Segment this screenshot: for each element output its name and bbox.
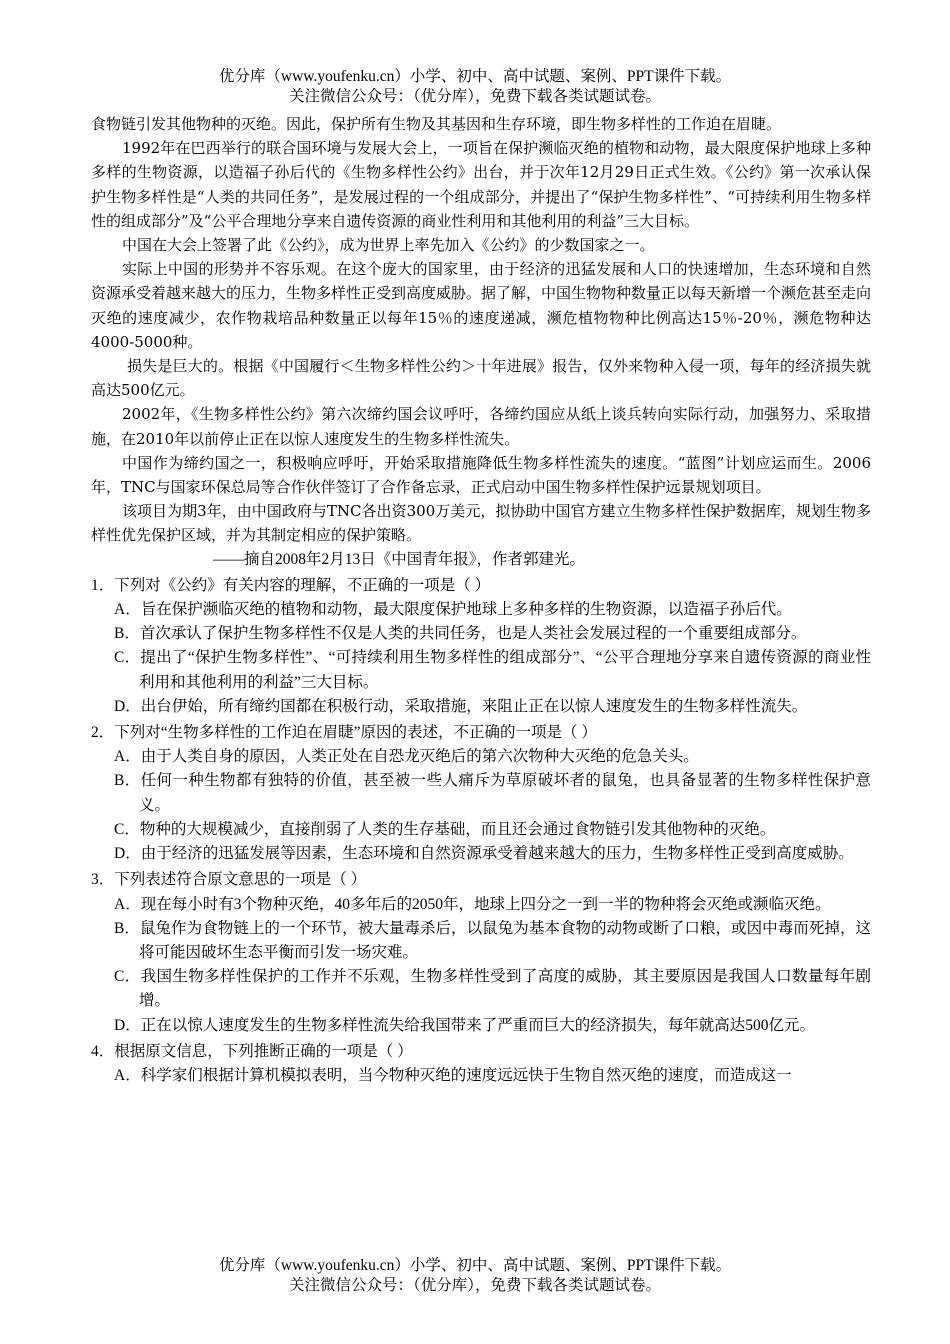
page-footer	[0, 1256, 950, 1296]
passage-paragraph: 该项目为期3年，由中国政府与TNC各出资300万美元，拟协助中国官方建立生物多样性保护数据库，规划生物多样性优先保护区域，并为其制定相应的保护策略。	[91, 502, 871, 545]
source-citation: ——摘自2008年2月13日《中国青年报》，作者郭建光。	[213, 550, 586, 568]
question-4	[91, 1040, 871, 1088]
option-a: A．现在每小时有3个物种灭绝，40多年后的2050年，地球上四分之一到一半的物种将会灭绝或濒临灭绝。	[114, 895, 831, 913]
option-b: B．首次承认了保护生物多样性不仅是人类的共同任务，也是人类社会发展过程的一个重要组成部分。	[114, 625, 807, 643]
option-a: A．由于人类自身的原因，人类正处在自恐龙灭绝后的第六次物种大灭绝的危急关头。	[114, 748, 699, 766]
passage-paragraph: 2002年，《生物多样性公约》第六次缔约国会议呼吁，各缔约国应从纸上谈兵转向实际行动，加强努力、采取措施，在2010年以前停止正在以惊人速度发生的生物多样性流失。	[91, 405, 871, 448]
question-stem: 2．下列对“生物多样性的工作迫在眉睫”原因的表述，不正确的一项是（ ）	[91, 724, 597, 742]
question-stem: 4．根据原文信息，下列推断正确的一项是（ ）	[91, 1042, 413, 1060]
question-2	[91, 721, 871, 866]
passage-paragraph: 实际上中国的形势并不容乐观。在这个庞大的国家里，由于经济的迅猛发展和人口的快速增加，生态环境和自然资源承受着越来越大的压力，生物多样性正受到高度威胁。据了解，中国生物物种数量正以每天新增一个濒危甚至走向灭绝的速度减少，农作物栽培品种数量正以每年15％的速度递减，濒危植物物种比例高达15％-20％，濒危物种达4000-5000种。	[91, 260, 872, 351]
document-body	[91, 112, 871, 1088]
question-stem: 3．下列表述符合原文意思的一项是（ ）	[91, 871, 367, 889]
passage-paragraph: 1992年在巴西举行的联合国环境与发展大会上，一项旨在保护濒临灭绝的植物和动物，最大限度保护地球上多种多样的生物资源，以造福子孙后代的《生物多样性公约》出台，并于次年12月29日正式生效。《公约》第一次承认保护生物多样性是“人类的共同任务”，是发展过程的一个组成部分，并提出了“保护生物多样性”、“可持续利用生物多样性的组成部分”及“公平合理地分享来自遗传资源的商业性利用和其他利用的利益”三大目标。	[91, 139, 871, 230]
header-line-1: 优分库（www.youfenku.cn）小学、初中、高中试题、案例、PPT课件下载。	[218, 68, 732, 85]
footer-line-2: 关注微信公众号：（优分库），免费下载各类试题试卷。	[288, 1277, 661, 1294]
option-c: C．物种的大规模减少，直接削弱了人类的生存基础，而且还会通过食物链引发其他物种的灭绝。	[114, 820, 776, 838]
option-b: B．鼠兔作为食物链上的一个环节，被大量毒杀后，以鼠兔为基本食物的动物或断了口粮，或因中毒而死掉，这将可能因破坏生态平衡而引发一场灾难。	[114, 919, 871, 961]
page-header	[0, 67, 950, 107]
question-stem: 1．下列对《公约》有关内容的理解，不正确的一项是（ ）	[91, 576, 491, 594]
option-c: C．提出了“保护生物多样性”、“可持续利用生物多样性的组成部分”、“公平合理地分享来自遗传资源的商业性利用和其他利用的利益”三大目标。	[114, 649, 871, 691]
option-a: A．科学家们根据计算机模拟表明，当今物种灭绝的速度远远快于生物自然灭绝的速度，而造成这一	[114, 1066, 792, 1084]
option-d: D．出台伊始，所有缔约国都在积极行动，采取措施，来阻止正在以惊人速度发生的生物多样性流失。	[114, 697, 808, 715]
passage-paragraph: 中国在大会上签署了此《公约》，成为世界上率先加入《公约》的少数国家之一。	[122, 236, 655, 255]
question-1	[91, 574, 871, 719]
passage-paragraph: 食物链引发其他物种的灭绝。因此，保护所有生物及其基因和生存环境，即生物多样性的工作迫在眉睫。	[91, 115, 782, 133]
passage-paragraph: 中国作为缔约国之一，积极响应呼吁，开始采取措施降低生物多样性流失的速度。“蓝图”计划应运而生。2006年，TNC与国家环保总局等合作伙伴签订了合作备忘录，正式启动中国生物多样性保护远景规划项目。	[91, 453, 871, 497]
option-c: C．我国生物多样性保护的工作并不乐观，生物多样性受到了高度的威胁，其主要原因是我国人口数量每年剧增。	[114, 968, 871, 1010]
option-d: D．正在以惊人速度发生的生物多样性流失给我国带来了严重而巨大的经济损失，每年就高达500亿元。	[114, 1016, 815, 1034]
option-a: A．旨在保护濒临灭绝的植物和动物，最大限度保护地球上多种多样的生物资源，以造福子孙后代。	[114, 601, 792, 619]
header-line-2: 关注微信公众号：（优分库），免费下载各类试题试卷。	[288, 88, 661, 105]
option-d: D．由于经济的迅猛发展等因素，生态环境和自然资源承受着越来越大的压力，生物多样性正受到高度威胁。	[114, 845, 854, 863]
footer-line-1: 优分库（www.youfenku.cn）小学、初中、高中试题、案例、PPT课件下载。	[218, 1257, 732, 1274]
option-b: B．任何一种生物都有独特的价值，甚至被一些人痛斥为草原破坏者的鼠兔，也具备显著的生物多样性保护意义。	[114, 772, 871, 814]
question-3	[91, 868, 871, 1037]
passage-paragraph: 损失是巨大的。根据《中国履行＜生物多样性公约＞十年进展》报告，仅外来物种入侵一项，每年的经济损失就高达500亿元。	[91, 357, 871, 400]
